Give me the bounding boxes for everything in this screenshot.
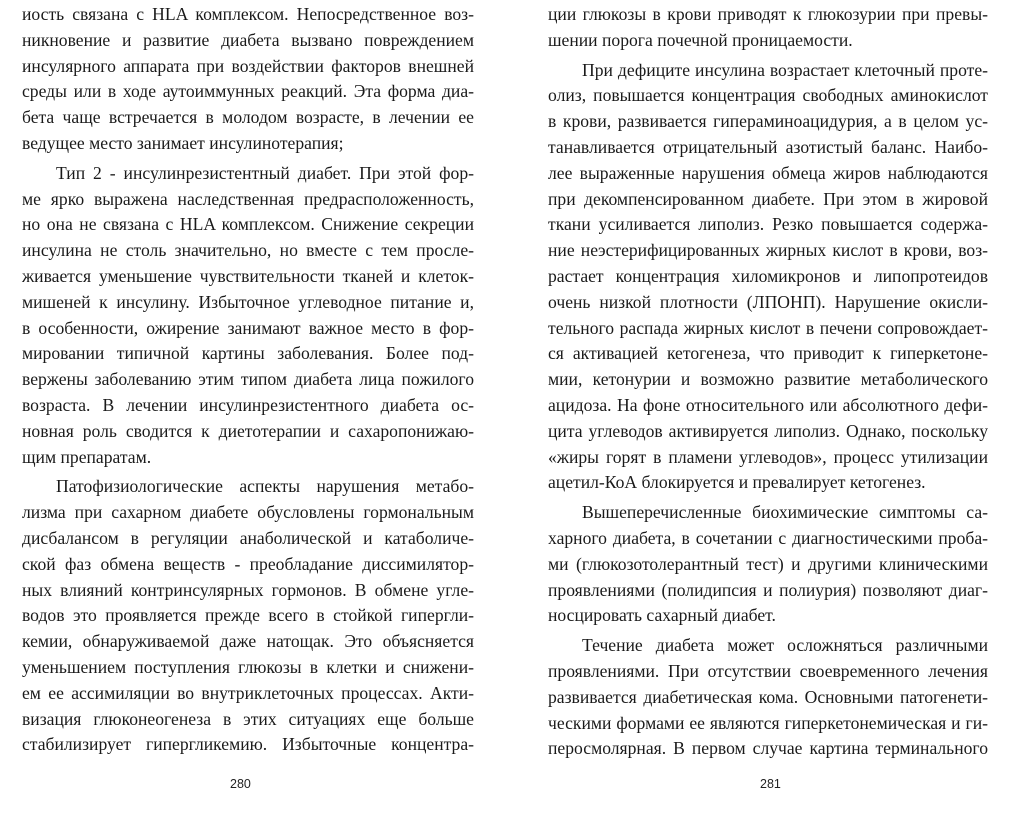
page-number: 281 bbox=[760, 777, 781, 791]
text-line: Течение диабета может осложняться различными bbox=[582, 635, 988, 656]
text-line: в крови, развивается гипераминоацидурия, а в целом ус- bbox=[548, 111, 988, 132]
text-line: инсулина не столь значительно, но вместе с тем просле- bbox=[22, 240, 474, 261]
text-line: живается уменьшение чувствительности тканей и клеток- bbox=[22, 265, 474, 286]
text-line: никновение и развитие диабета вызвано повреждением bbox=[22, 29, 474, 50]
text-line: ем ее ассимиляции во внутриклеточных процессах. Акти- bbox=[22, 682, 474, 703]
text-line: ческими формами ее являются гиперкетонемическая и ги- bbox=[548, 712, 988, 733]
text-line: ных влияний контринсулярных гормонов. В обмене угле- bbox=[22, 579, 474, 600]
text-line: новная роль сводится к диетотерапии и сахаропонижаю- bbox=[22, 420, 474, 441]
text-line: среды или в ходе аутоиммунных реакций. Эта форма диа- bbox=[22, 81, 474, 102]
text-line: ской фаз обмена веществ - преобладание диссимилятор- bbox=[22, 553, 474, 574]
text-line: ме ярко выражена наследственная предрасположенность, bbox=[22, 188, 474, 209]
text-line: олиз, повышается концентрация свободных аминокислот bbox=[548, 85, 988, 106]
text-line: щим препаратам. bbox=[22, 446, 152, 467]
text-line: возраста. В лечении инсулинрезистентного диабета ос- bbox=[22, 394, 474, 415]
text-line: цита углеводов активируется липолиз. Однако, поскольку bbox=[548, 420, 988, 441]
text-line: Вышеперечисленные биохимические симптомы са- bbox=[582, 502, 988, 523]
text-line: мишеней к инсулину. Избыточное углеводное питание и, bbox=[22, 291, 474, 312]
text-line: «жиры горят в пламени углеводов», процесс утилизации bbox=[548, 446, 988, 467]
text-line: при декомпенсированном диабете. При этом в жировой bbox=[548, 188, 988, 209]
text-line: ся активацией кетогенеза, что приводит к гиперкетоне- bbox=[548, 343, 988, 364]
text-line: лее выраженные нарушения обмеца жиров наблюдаются bbox=[548, 162, 988, 183]
text-line: Патофизиологические аспекты нарушения метабо- bbox=[56, 476, 474, 497]
text-line: лизма при сахарном диабете обусловлены гормональным bbox=[22, 502, 474, 523]
text-line: мии, кетонурии и возможно развитие метаболического bbox=[548, 369, 988, 390]
text-line: ткани усиливается липолиз. Резко повышается содержа- bbox=[548, 214, 988, 235]
text-line: растает концентрация хиломикронов и липопротеидов bbox=[548, 265, 988, 286]
text-line: стабилизирует гипергликемию. Избыточные концентра- bbox=[22, 734, 474, 755]
text-line: ние неэстерифицированных жирных кислот в крови, воз- bbox=[548, 240, 988, 261]
text-line: инсулярного аппарата при воздействии факторов внешней bbox=[22, 55, 474, 76]
text-line: При дефиците инсулина возрастает клеточный проте- bbox=[582, 59, 988, 80]
text-line: уменьшением поступления глюкозы в клетки и снижени- bbox=[22, 656, 474, 677]
text-line: тельного распада жирных кислот в печени сопровождает- bbox=[548, 317, 988, 338]
text-line: визация глюконеогенеза в этих ситуациях еще больше bbox=[22, 708, 474, 729]
text-line: ции глюкозы в крови приводят к глюкозурии при превы- bbox=[548, 4, 988, 24]
text-line: харного диабета, в сочетании с диагностическими пробa- bbox=[548, 527, 988, 548]
text-line: ми (глюкозотолерантный тест) и другими клиническими bbox=[548, 553, 988, 574]
text-line: шении порога почечной проницаемости. bbox=[548, 29, 853, 50]
text-line: перосмолярная. В первом случае картина терминального bbox=[548, 738, 988, 759]
right-page bbox=[512, 0, 1024, 830]
text-line: проявлениями (полидипсия и полиурия) позволяют диаг- bbox=[548, 579, 988, 600]
text-line: ведущее место занимает инсулинотерапия; bbox=[22, 132, 344, 153]
text-line: водов это проявляется прежде всего в стойкой гипергли- bbox=[22, 605, 474, 626]
text-line: в особенности, ожирение занимают важное место в фор- bbox=[22, 317, 474, 338]
page-number: 280 bbox=[230, 777, 251, 791]
text-line: но она не связана с HLA комплексом. Снижение секреции bbox=[22, 214, 474, 235]
text-line: вержены заболеванию этим типом диабета лица пожилого bbox=[22, 369, 474, 390]
right-text-column bbox=[548, 2, 988, 762]
text-line: бета чаще встречается в молодом возрасте, в лечении ее bbox=[22, 107, 474, 128]
text-line: ацетил-КоА блокируется и превалирует кетогенез. bbox=[548, 472, 926, 493]
text-line: дисбалансом в регуляции анаболической и катаболиче- bbox=[22, 527, 474, 548]
text-line: очень низкой плотности (ЛПОНП). Нарушение окисли- bbox=[548, 291, 988, 312]
left-text-column bbox=[22, 2, 474, 758]
text-line: иость связана с HLA комплексом. Непосредственное воз- bbox=[22, 4, 474, 24]
text-line: мировании типичной картины заболевания. Более под- bbox=[22, 343, 474, 364]
text-line: танавливается отрицательный азотистый баланс. Наибо- bbox=[548, 136, 988, 157]
text-line: носцировать сахарный диабет. bbox=[548, 605, 776, 626]
text-line: кемии, обнаруживаемой даже натощак. Это объясняется bbox=[22, 631, 474, 652]
text-line: ацидоза. На фоне относительного или абсолютного дефи- bbox=[548, 394, 988, 415]
text-line: проявлениями. При отсутствии своевременного лечения bbox=[548, 660, 988, 681]
text-line: Тип 2 - инсулинрезистентный диабет. При этой фор- bbox=[56, 162, 474, 183]
text-line: развивается диабетическая кома. Основными патогенети- bbox=[548, 686, 988, 707]
